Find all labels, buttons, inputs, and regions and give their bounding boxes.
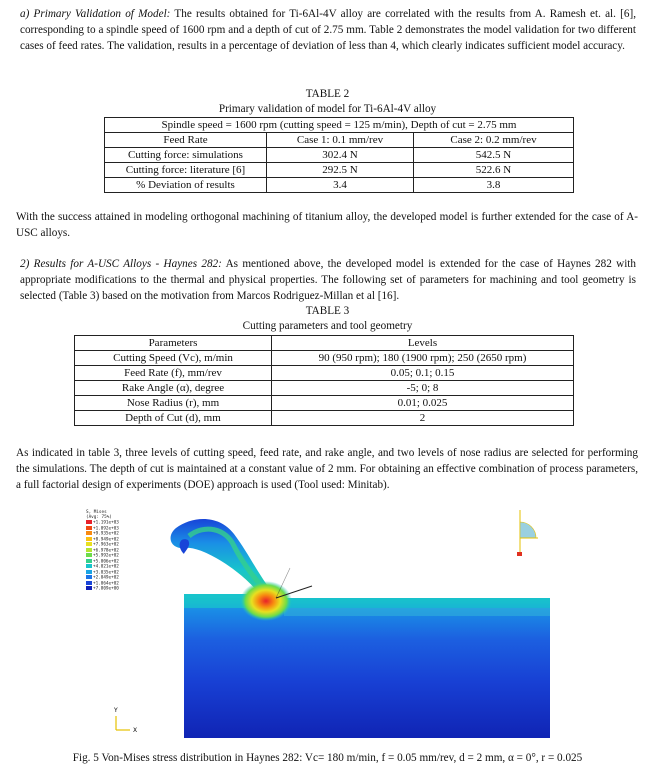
axis-x-label: X	[133, 727, 138, 734]
column-header: Case 2: 0.2 mm/rev	[414, 133, 574, 148]
legend-value: +5.006e+02	[93, 559, 119, 564]
table2-subheader: Spindle speed = 1600 rpm (cutting speed = 125 m/min), Depth of cut = 2.75 mm	[105, 118, 574, 133]
table-2	[104, 117, 574, 193]
table-cell: 542.5 N	[414, 148, 574, 163]
workpiece-mesh	[184, 598, 550, 738]
paragraph-text: As mentioned above, the developed model is extended for the case of Haynes 282 with appropriate modifications to the thermal and physical properties. The following set of parameters for machining and tool geometry is selected (Table 3) based on the motivation from Marcos Rodriguez-Millan et al [16].	[20, 258, 637, 302]
legend-swatch	[86, 581, 92, 585]
section-label-2: 2) Results for A-USC Alloys - Haynes 282:	[20, 258, 222, 270]
table-row	[75, 411, 574, 426]
table-cell: Rake Angle (α), degree	[75, 381, 272, 396]
paragraph-haynes-results	[20, 257, 636, 304]
legend-value: +1.191e+03	[93, 520, 119, 526]
shear-zone	[240, 581, 292, 621]
table-cell: Cutting force: simulations	[105, 148, 267, 163]
legend-swatch	[86, 537, 92, 541]
legend-swatch	[86, 542, 92, 546]
legend-swatch	[86, 564, 92, 568]
legend-entry	[86, 586, 119, 592]
legend-value: +7.809e+00	[93, 586, 119, 592]
table-header-row	[105, 133, 574, 148]
table-cell: Depth of Cut (d), mm	[75, 411, 272, 426]
table-cell: 302.4 N	[267, 148, 414, 163]
legend-value: +8.949e+02	[93, 537, 119, 542]
legend-value: +1.092e+03	[93, 526, 119, 531]
legend-swatch	[86, 520, 92, 524]
stress-contour-figure	[84, 506, 570, 746]
table-cell: 3.4	[267, 178, 414, 193]
table-row	[75, 396, 574, 411]
legend-swatch	[86, 570, 92, 574]
table-cell: 2	[272, 411, 574, 426]
paragraph-primary-validation	[20, 7, 636, 54]
table-cell: % Deviation of results	[105, 178, 267, 193]
axis-triad	[113, 707, 137, 734]
column-header: Parameters	[75, 336, 272, 351]
table-cell: 90 (950 rpm); 180 (1900 rpm); 250 (2650 rpm)	[272, 351, 574, 366]
table-cell: -5; 0; 8	[272, 381, 574, 396]
column-header: Levels	[272, 336, 574, 351]
legend-value: +5.992e+02	[93, 553, 119, 559]
legend-value: +6.978e+02	[93, 548, 119, 553]
legend-subtitle: (Avg: 75%)	[86, 515, 112, 520]
table-row	[105, 163, 574, 178]
legend-swatch	[86, 575, 92, 579]
stress-legend	[86, 510, 119, 592]
table-cell: 522.6 N	[414, 163, 574, 178]
legend-swatch	[86, 559, 92, 563]
table2-label: TABLE 2	[305, 88, 350, 100]
paragraph-text: The results obtained for Ti-6Al-4V alloy are correlated with the results from A. Ramesh et. al. [6], corresponding to a spindle speed of 1600 rpm and a depth of cut of 2.75 mm. Table 2 demonstrates the model validation for two different cases of feed rates. The validation, results in a percentage of deviation of less than 4, which clearly indicates sufficient model accuracy.	[20, 8, 636, 52]
legend-swatch	[86, 526, 92, 530]
legend-value: +3.035e+02	[93, 570, 119, 575]
legend-value: +1.064e+02	[93, 581, 119, 586]
legend-value: +2.049e+02	[93, 575, 119, 581]
table3-label: TABLE 3	[305, 305, 350, 317]
table-header-row	[75, 336, 574, 351]
axis-y-label: Y	[114, 707, 118, 714]
table-cell: Nose Radius (r), mm	[75, 396, 272, 411]
table-row	[105, 148, 574, 163]
table3-title: Cutting parameters and tool geometry	[242, 320, 413, 332]
table-cell: Cutting Speed (Vc), m/min	[75, 351, 272, 366]
legend-swatch	[86, 531, 92, 535]
legend-swatch	[86, 586, 92, 590]
legend-value: +9.935e+02	[93, 531, 119, 537]
table-row	[105, 178, 574, 193]
table-cell: Feed Rate (f), mm/rev	[75, 366, 272, 381]
figure-caption: Fig. 5 Von-Mises stress distribution in Haynes 282: Vc= 180 m/min, f = 0.05 mm/rev, d = 2 mm, α = 0°, r = 0.025	[72, 752, 583, 764]
column-header: Feed Rate	[105, 133, 267, 148]
table-row	[75, 366, 574, 381]
legend-swatch	[86, 553, 92, 557]
table2-title: Primary validation of model for Ti-6Al-4V alloy	[218, 103, 437, 115]
table-row	[75, 381, 574, 396]
table-row	[75, 351, 574, 366]
paragraph-transition: With the success attained in modeling orthogonal machining of titanium alloy, the developed model is further extended for the case of A-USC alloys.	[16, 211, 638, 239]
section-label-a: a) Primary Validation of Model:	[20, 8, 171, 20]
table-cell: 3.8	[414, 178, 574, 193]
table-cell: 0.01; 0.025	[272, 396, 574, 411]
legend-swatch	[86, 548, 92, 552]
table-cell: Cutting force: literature [6]	[105, 163, 267, 178]
reference-point-icon	[517, 510, 538, 556]
column-header: Case 1: 0.1 mm/rev	[267, 133, 414, 148]
legend-title: S, Mises	[86, 510, 107, 515]
table-cell: 292.5 N	[267, 163, 414, 178]
legend-value: +7.963e+02	[93, 542, 119, 548]
paragraph-doe: As indicated in table 3, three levels of cutting speed, feed rate, and rake angle, and two levels of nose radius are selected for performing the simulations. The depth of cut is maintained at a constant value of 2 mm. For obtaining an effective combination of process parameters, a full factorial design of experiments (DOE) approach is used (Tool used: Minitab).	[16, 447, 638, 491]
legend-value: +4.021e+02	[93, 564, 119, 570]
table-row	[105, 118, 574, 133]
table-cell: 0.05; 0.1; 0.15	[272, 366, 574, 381]
table-3	[74, 335, 574, 426]
